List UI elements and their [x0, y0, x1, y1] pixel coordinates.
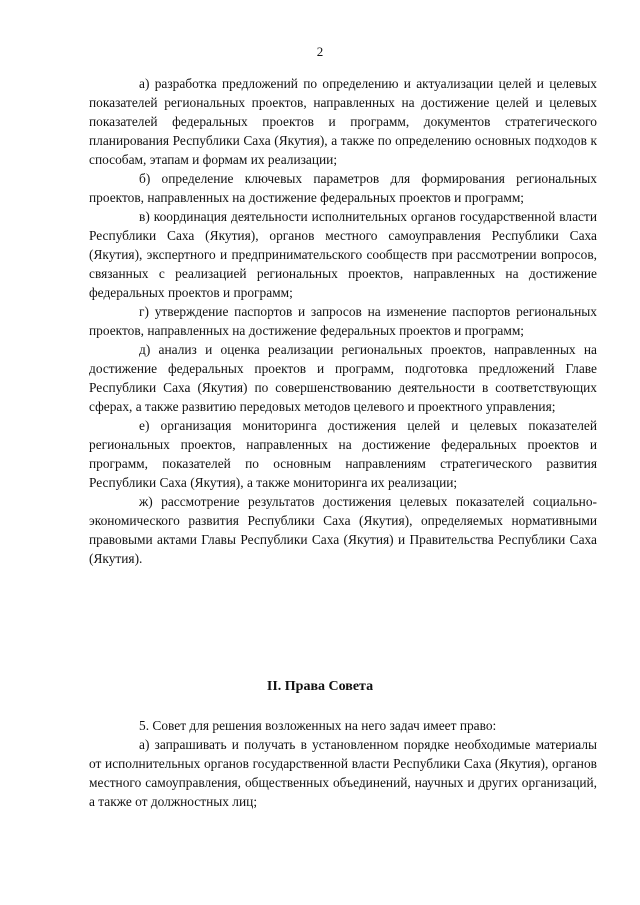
page-number: 2	[316, 44, 324, 59]
paragraph-5a: а) запрашивать и получать в установленном порядке необходимые материалы от исполнительных органов государственной власти Республики Саха (Якутия), органов местного самоуправления, общественных объединений, научных и других организаций, а также от должностных лиц;	[89, 737, 597, 809]
paragraph-a: а) разработка предложений по определению и актуализации целей и целевых показателей региональных проектов, направленных на достижение целей и целевых показателей федеральных проектов и программ, документов стратегического планирования Республики Саха (Якутия), а также по определению основных подходов к способам, этапам и формам их реализации;	[89, 76, 597, 167]
paragraph-b: б) определение ключевых параметров для формирования региональных проектов, направленных на достижение федеральных проектов и программ;	[89, 171, 597, 205]
rights-list	[89, 716, 597, 811]
section-heading: II. Права Совета	[266, 679, 374, 694]
paragraph-v: в) координация деятельности исполнительных органов государственной власти Республики Саха (Якутия), органов местного самоуправления Республики Саха (Якутия), экспертного и предпринимательского сообществ при рассмотрении вопросов, связанных с реализацией региональных проектов, направленных на достижение федеральных проектов и программ;	[89, 209, 597, 300]
paragraph-d: д) анализ и оценка реализации региональных проектов, направленных на достижение федеральных проектов и программ, подготовка предложений Главе Республики Саха (Якутия) по совершенствованию деятельности в соответствующих сферах, а также развитию передовых методов целевого и проектного управления;	[89, 342, 597, 414]
paragraph-zh: ж) рассмотрение результатов достижения целевых показателей социально-экономического развития Республики Саха (Якутия), определяемых нормативными правовыми актами Главы Республики Саха (Якутия) и Правительства Республики Саха (Якутия).	[89, 494, 597, 566]
paragraph-5: 5. Совет для решения возложенных на него задач имеет право:	[139, 718, 497, 733]
functions-list	[89, 74, 597, 568]
paragraph-g: г) утверждение паспортов и запросов на изменение паспортов региональных проектов, направленных на достижение федеральных проектов и программ;	[89, 304, 597, 338]
paragraph-e: е) организация мониторинга достижения целей и целевых показателей региональных проектов, направленных на достижение федеральных проектов и программ, показателей по основным направлениям стратегического развития Республики Саха (Якутия), а также мониторинга их реализации;	[89, 418, 597, 490]
